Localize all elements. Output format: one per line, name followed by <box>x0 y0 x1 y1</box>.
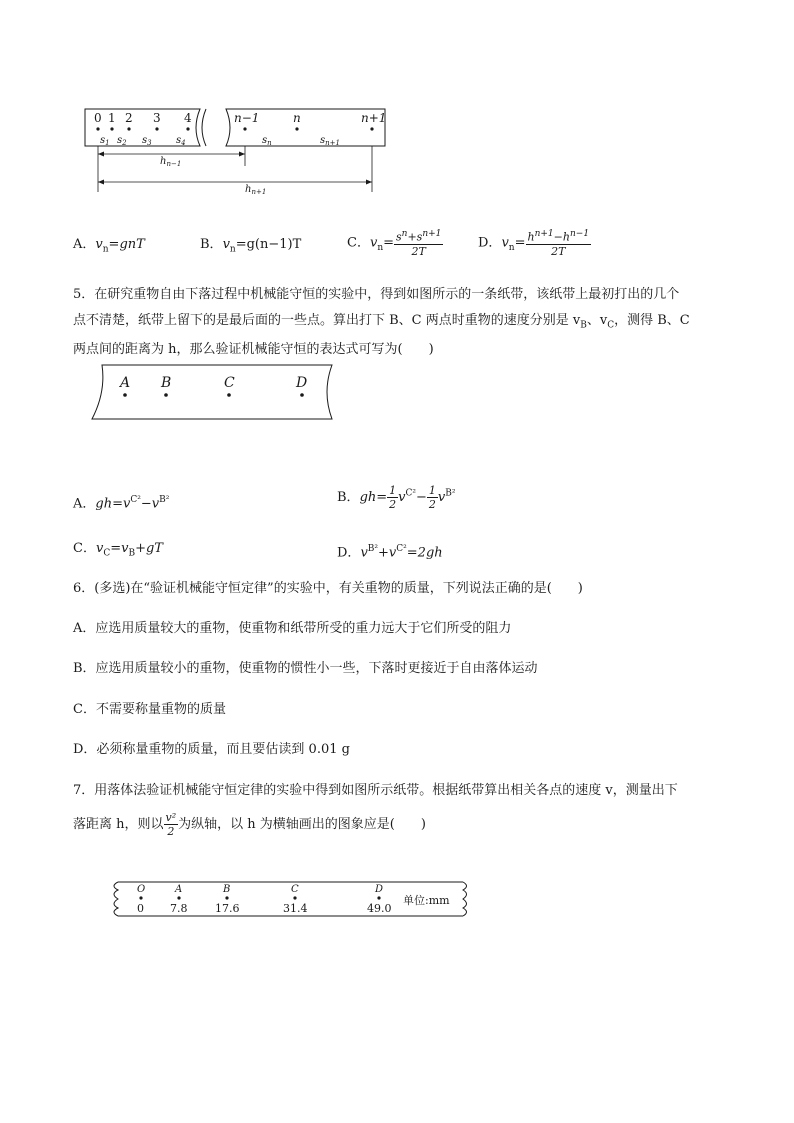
q7-tape-label-a: A <box>175 884 183 895</box>
svg-text:hn+1: $h_{n+1}$ <box>245 184 267 196</box>
q7-tape-value-a: 7.8 <box>170 902 188 915</box>
svg-text:hn−1: $h_{n-1}$ <box>160 156 182 168</box>
svg-text:s3: $s_3$ <box>142 135 152 147</box>
fig1-label-n-1: n−1 <box>234 111 260 125</box>
fig1-label-n+1: n+1 <box>361 111 387 125</box>
q5-stem-line2: 点不清楚，纸带上留下的是最后面的一些点。算出打下 B、C 两点时重物的速度分别是 $v_B$、$v_C$，测得 B、C <box>73 313 690 331</box>
q5-option-a: A．$gh=v^{C^2}-v^{B^2}$ <box>73 495 170 512</box>
fig1-label-3: 3 <box>153 111 161 125</box>
tape-figure-1 <box>80 104 400 200</box>
q7-tape-value-b: 17.6 <box>215 902 240 915</box>
q6-option-a: A．应选用质量较大的重物，使重物和纸带所受的重力远大于它们所受的阻力 <box>73 621 512 636</box>
fig1-label-0: 0 <box>94 111 102 125</box>
svg-text:s4: $s_4$ <box>176 135 186 147</box>
fig1-label-n: n <box>293 111 301 125</box>
q5-tape-label-b: B <box>161 375 172 391</box>
q7-tape-unit: 单位:mm <box>403 894 450 907</box>
q5-stem-line3: 两点间的距离为 h，那么验证机械能守恒的表达式可写为( ) <box>73 342 434 357</box>
q6-option-b: B．应选用质量较小的重物，使重物的惯性小一些，下落时更接近于自由落体运动 <box>73 661 538 676</box>
q7-tape-value-o: 0 <box>137 902 144 915</box>
q5-option-d: D．$v^{B^2}+v^{C^2}=2gh$ <box>337 544 443 561</box>
tape-figure-q7 <box>108 878 470 920</box>
q5-tape-label-a: A <box>120 375 131 391</box>
q7-stem-line1: 7．用落体法验证机械能守恒定律的实验中得到如图所示纸带。根据纸带算出相关各点的速度 v，测量出下 <box>73 783 678 798</box>
svg-text:sn+1: $s_{n+1}$ <box>320 135 340 147</box>
fig1-label-4: 4 <box>184 111 192 125</box>
svg-text:s1: $s_1$ <box>100 135 110 147</box>
q7-tape-label-o: O <box>137 884 146 895</box>
q4-option-a: A．$v_n=gnT$ <box>73 237 145 255</box>
fig1-label-2: 2 <box>125 111 133 125</box>
q5-option-b: B．gh= $\frac{1}{2}$ $v^{C^2}-$ $\frac{1}{2}$ $v^{B^2}$ <box>337 484 456 511</box>
q7-tape-label-d: D <box>375 884 384 895</box>
q6-option-d: D．必须称量重物的质量，而且要估读到 0.01 g <box>73 742 350 757</box>
q4-c-fraction: $\frac{s^n+s^{n+1}}{2T}$ <box>396 229 442 258</box>
q5-tape-label-d: D <box>296 375 308 391</box>
q7-tape-value-c: 31.4 <box>283 902 308 915</box>
q7-tape-label-b: B <box>223 884 231 895</box>
q7-tape-value-d: 49.0 <box>367 902 392 915</box>
q5-stem-line1: 5．在研究重物自由下落过程中机械能守恒的实验中，得到如图所示的一条纸带，该纸带上最初打出的几个 <box>73 287 680 302</box>
q5-option-c: C．$v_C=v_B+gT$ <box>73 541 163 559</box>
svg-text:s2: $s_2$ <box>117 135 127 147</box>
svg-text:sn: $s_n$ <box>262 135 272 147</box>
q7-fraction: $\frac{\text{v²}}{2}$ <box>165 811 177 838</box>
tape-figure-q5 <box>88 363 348 423</box>
q6-option-c: C．不需要称量重物的质量 <box>73 702 226 717</box>
q7-stem-line2: 落距离 h，则以 $\frac{\text{v²}}{2}$ 为纵轴，以 h 为横轴画出的图象应是( ) <box>73 811 426 838</box>
q4-d-fraction: $\frac{h^{n+1}-h^{n-1}}{2T}$ <box>527 229 590 258</box>
q4-option-d: D．$v_n=$ $\frac{h^{n+1}-h^{n-1}}{2T}$ <box>478 229 590 258</box>
q6-stem: 6．(多选)在“验证机械能守恒定律”的实验中，有关重物的质量，下列说法正确的是( ) <box>73 581 583 596</box>
q4-option-b: B．$v_n=g(n-1)T$ <box>200 237 302 255</box>
q7-tape-label-c: C <box>291 884 299 895</box>
fig1-label-1: 1 <box>108 111 116 125</box>
q4-option-c: C．$v_n=$ $\frac{s^n+s^{n+1}}{2T}$ <box>347 229 442 258</box>
q5-tape-label-c: C <box>224 375 235 391</box>
